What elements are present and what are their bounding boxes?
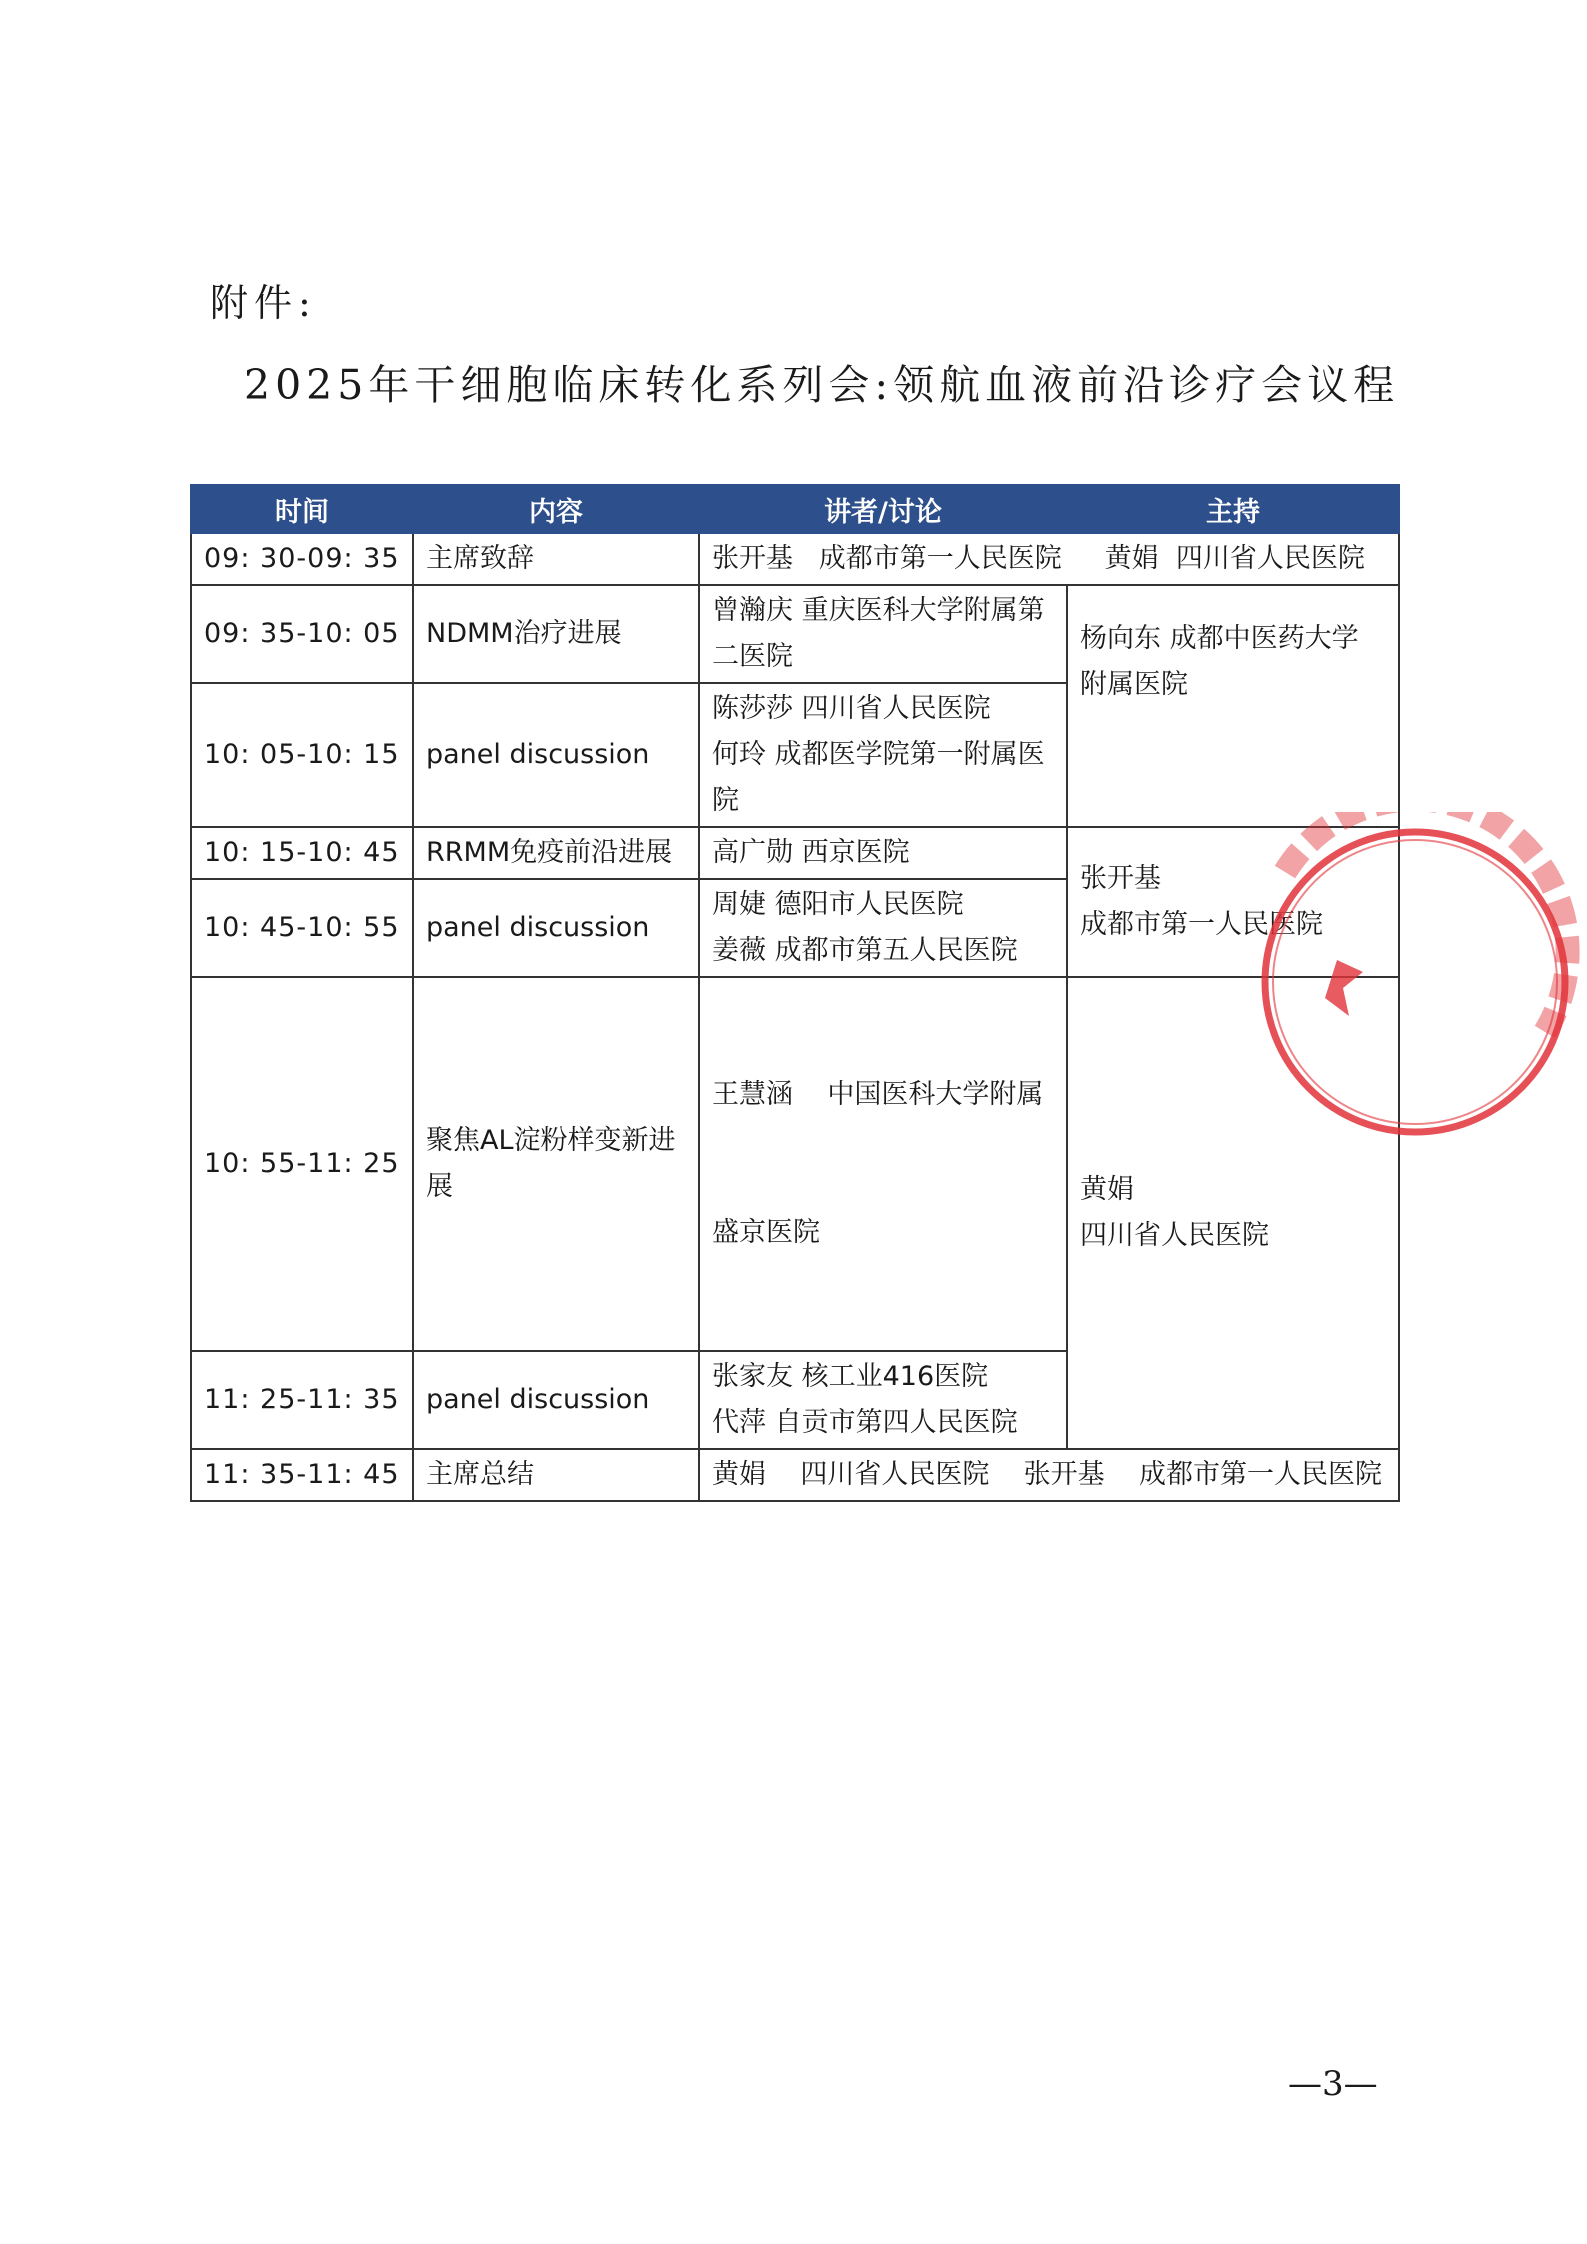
- speaker-line: 张家友 核工业416医院: [712, 1361, 989, 1392]
- speaker-line: 姜薇 成都市第五人民医院: [712, 935, 1018, 966]
- speakers-cell: [699, 683, 1067, 827]
- host-cell: [1067, 585, 1399, 827]
- content-line: 主席致辞: [426, 543, 534, 574]
- speakers-cell: [699, 1449, 1399, 1501]
- host-line: 黄娟: [1080, 1174, 1134, 1205]
- content-cell: [413, 683, 699, 827]
- content-line: panel discussion: [426, 739, 650, 770]
- speaker-line: 黄娟 四川省人民医院 张开基 成都市第一人民医院: [712, 1459, 1382, 1490]
- speakers-cell: [699, 533, 1399, 585]
- time-cell: 10: 55-11: 25: [191, 977, 413, 1351]
- content-cell: [413, 1449, 699, 1501]
- speakers-cell: [699, 977, 1067, 1351]
- page-title: 2025年干细胞临床转化系列会:领航血液前沿诊疗会议程: [244, 361, 1400, 409]
- speaker-line: 张开基 成都市第一人民医院 黄娟 四川省人民医院: [712, 543, 1365, 574]
- speaker-line: 王慧涵 中国医科大学附属: [712, 1079, 1044, 1110]
- speaker-line: 陈莎莎 四川省人民医院: [712, 693, 991, 724]
- speaker-line: 曾瀚庆 重庆医科大学附属第: [712, 595, 1045, 626]
- content-cell: [413, 977, 699, 1351]
- content-line: 展: [426, 1171, 453, 1202]
- speaker-line: 二医院: [712, 641, 793, 672]
- table-row: [191, 977, 1399, 1351]
- table-header-row: [191, 485, 1399, 533]
- time-cell: 09: 30-09: 35: [191, 533, 413, 585]
- official-seal-stamp: [1245, 812, 1585, 1152]
- time-cell: 10: 05-10: 15: [191, 683, 413, 827]
- speakers-cell: [699, 585, 1067, 683]
- content-line: RRMM免疫前沿进展: [426, 837, 673, 868]
- content-line: panel discussion: [426, 1384, 650, 1415]
- content-line: NDMM治疗进展: [426, 618, 622, 649]
- content-cell: [413, 585, 699, 683]
- seal-outer-ring: [1265, 832, 1565, 1132]
- host-line: 张开基: [1080, 863, 1161, 894]
- header-time: 时间: [191, 485, 413, 533]
- table-row: [191, 827, 1399, 879]
- table-row: [191, 533, 1399, 585]
- content-cell: [413, 827, 699, 879]
- content-cell: [413, 879, 699, 977]
- speaker-line: 何玲 成都医学院第一附属医: [712, 739, 1045, 770]
- content-line: 聚焦AL淀粉样变新进: [426, 1125, 676, 1156]
- speaker-line: 高广勋 西京医院: [712, 837, 910, 868]
- speakers-cell: [699, 827, 1067, 879]
- speaker-line: 盛京医院: [712, 1217, 820, 1248]
- host-line: 四川省人民医院: [1080, 1220, 1269, 1251]
- speaker-line: 代萍 自贡市第四人民医院: [712, 1407, 1018, 1438]
- host-line: 杨向东 成都中医药大学: [1080, 623, 1359, 654]
- seal-inner-ring: [1273, 840, 1557, 1124]
- speakers-cell: [699, 879, 1067, 977]
- attachment-label: 附件:: [210, 281, 317, 325]
- content-cell: [413, 1351, 699, 1449]
- header-content: 内容: [413, 485, 699, 533]
- time-cell: 10: 45-10: 55: [191, 879, 413, 977]
- header-speakers: 讲者/讨论: [699, 485, 1067, 533]
- time-cell: 09: 35-10: 05: [191, 585, 413, 683]
- time-cell: 11: 35-11: 45: [191, 1449, 413, 1501]
- agenda-table: [190, 484, 1400, 1502]
- header-host: 主持: [1067, 485, 1399, 533]
- content-line: 主席总结: [426, 1459, 534, 1490]
- speaker-line: 周婕 德阳市人民医院: [712, 889, 964, 920]
- time-cell: 11: 25-11: 35: [191, 1351, 413, 1449]
- time-cell: 10: 15-10: 45: [191, 827, 413, 879]
- speakers-cell: [699, 1351, 1067, 1449]
- content-cell: [413, 533, 699, 585]
- host-line: 成都市第一人民医院: [1080, 909, 1323, 940]
- table-row: [191, 1449, 1399, 1501]
- content-line: panel discussion: [426, 912, 650, 943]
- seal-star: [1325, 960, 1363, 1016]
- table-row: [191, 585, 1399, 683]
- page-number: —3—: [1288, 2064, 1378, 2104]
- speaker-line: 院: [712, 785, 739, 816]
- host-line: 附属医院: [1080, 669, 1188, 700]
